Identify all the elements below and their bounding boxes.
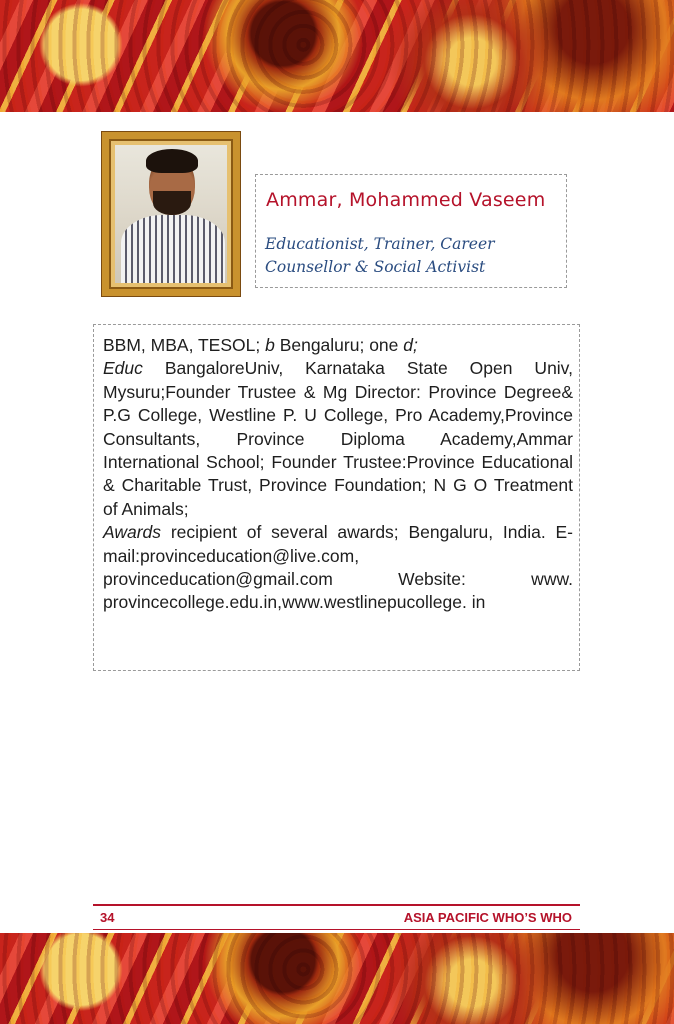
born-label: b <box>265 335 275 355</box>
portrait-frame <box>102 132 240 296</box>
awards-label: Awards <box>103 522 162 543</box>
biography-box <box>93 324 580 671</box>
book-title: ASIA PACIFIC WHO’S WHO <box>403 910 572 925</box>
date-label: d; <box>403 335 418 355</box>
page-footer <box>93 904 580 930</box>
top-decorative-banner <box>0 0 674 112</box>
person-title: Educationist, Trainer, Career Counsellor & Social Activist <box>265 235 495 276</box>
name-box <box>255 174 567 288</box>
education-label: Educ <box>103 358 143 379</box>
biography-text: BBM, MBA, TESOL; b Bengaluru; one d; Educ BangaloreUniv, Karnataka State Open Univ, Mysuru;Founder Trustee & Mg Director: Province Degree& P.G College, Westline P. U College, Pro Academy,Province Consultants, Province Diploma Academy,Ammar International School; Founder Trustee:Province Educational & Charitable Trust, Province Foundation; N G O Treatment of Animals; Awards recipient of several awards; Bengaluru, India. E-mail:provinceducation@live.com, provinceducation@gmail.com Website: www. provincecollege.edu.in,www.westlinepucollege. in <box>103 335 573 613</box>
portrait-photo <box>115 145 227 283</box>
person-name: Ammar, Mohammed Vaseem <box>266 189 546 211</box>
page-number: 34 <box>100 910 115 925</box>
bottom-decorative-banner <box>0 933 674 1024</box>
